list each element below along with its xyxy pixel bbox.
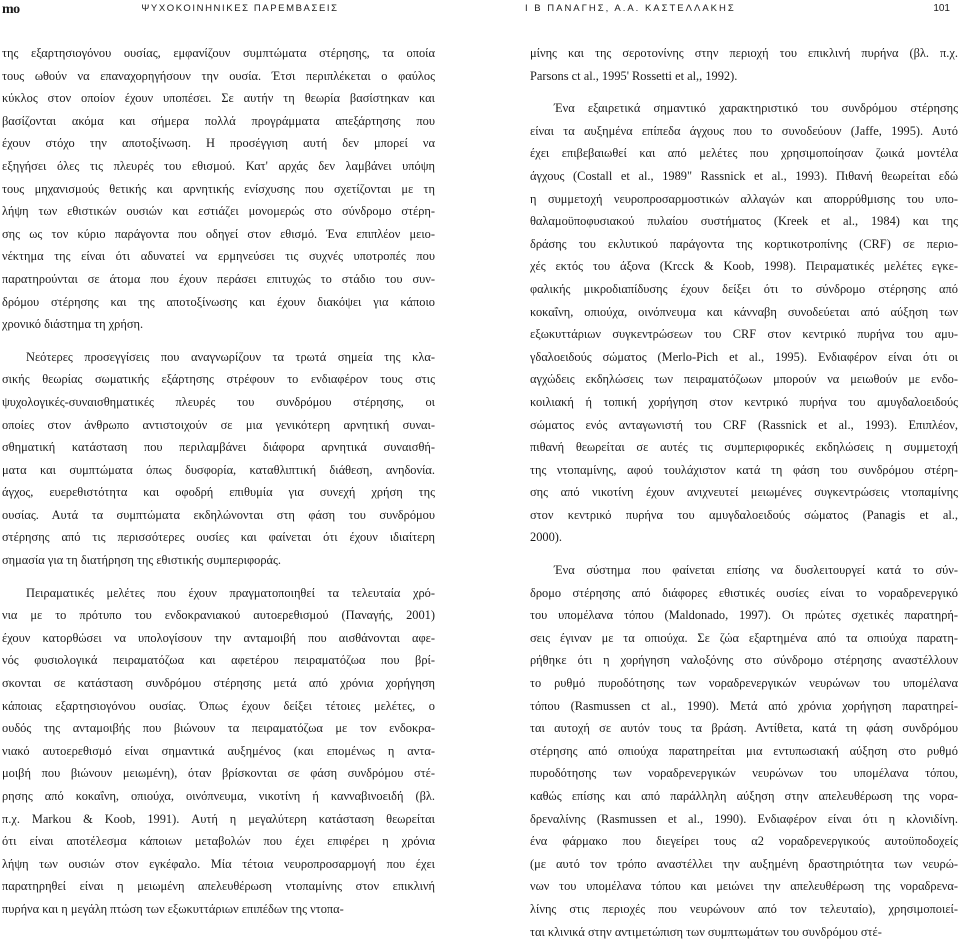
text-line: σκονται σε κατάσταση συνδρόμου στέρησης μετά από χρόνια χορήγηση (2, 676, 435, 691)
text-line: θαλαμοϋποφυσιακού πυλαίου συστήματος (Kreek et al., 1984) και της (530, 214, 958, 229)
text-line: 2000). (530, 530, 563, 545)
text-line: καθώς επίσης και από παράλληλη αύξηση στην απελευθέρωση της νορα- (530, 789, 958, 803)
text-line: (με αυτό τον τρόπο αναστέλλει την αυξημένη δραστηριότητα των νευρώ- (530, 856, 958, 871)
paragraph-gap (2, 572, 435, 582)
text-line: μοιβή που βιώνουν μειωμένη), όταν βρίσκονται σε φάση συνδρόμου στέ- (2, 766, 435, 781)
text-line: πυρήνα και η μεγάλη πτώση των εξωκυττάριων επιπέδων της ντοπα- (2, 901, 344, 916)
text-line: εξηγήσει όλες τις πλευρές του εθισμού. Κατ' αρχάς δεν λαμβάνει υπόψη (2, 158, 435, 173)
text-line: της ντοπαμίνης, αφού τουλάχιστον κατά τη φάση του συνδρόμου στέρη- (530, 462, 958, 477)
text-line: ψυχολογικές-συναισθηματικές πλευρές του συνδρόμου στέρησης, οι (2, 394, 435, 409)
text-line: σημασία για τη διατήρηση της εθιστικής συμπεριφοράς. (2, 553, 282, 568)
text-line: χές εκτός του άξονα (Krcck & Koob, 1998). Πειραματικές μελέτες εγκε- (530, 259, 958, 274)
text-line: τους ωθούν να επαναχορηγήσουν την ουσία. Έτσι περιπλέκεται ο φαύλος (2, 68, 435, 83)
text-line: λήψη των εθιστικών ουσιών και εστιάζει μονομερώς στο σύνδρομο στέρη- (2, 204, 435, 219)
text-line: δρόμου στέρησης και της αποτοξίνωσης και έχουν διακόψει για κάποιο (2, 294, 435, 309)
text-line: νων του υπομέλανα τόπου και μειώνει την απελευθέρωση της νοραδρενα- (530, 879, 958, 894)
running-title-right: Ι Β ΠΑΝΑΓΗΣ, Α.Α. ΚΑΣΤΕΛΛΑΚΗΣ (525, 3, 736, 14)
paragraph-gap (530, 87, 958, 97)
left-column (2, 42, 435, 921)
text-line: ότι είναι αποτέλεσμα κάποιων μεταβολών που έχει επιφέρει η χρόνια (2, 834, 435, 849)
text-line: σεις έγιναν με τα οπιούχα. Σε ζώα εξαρτημένα από τα οπιούχα παρατη- (530, 630, 958, 645)
text-line: οποίες στον άνθρωπο αντιστοιχούν σε μια γενικότερη αρνητική συναι- (2, 417, 435, 432)
text-line: έχουν στόχο την αποτοξίνωση. Η προσέγγιση αυτή δεν μπορεί να (2, 136, 435, 151)
text-line: δράσης του εκλυτικού παράγοντα της κορτικοτροπίνης (CRF) σε περιο- (530, 236, 958, 251)
text-line: σώματος ενός ανταγωνιστή του CRF (Rassnick et al., 1993). Επιπλέον, (530, 417, 958, 432)
running-header (0, 0, 960, 24)
running-title-left: ΨΥΧΟΚΟΙΝΗΝΙΚΕΣ ΠΑΡΕΜΒΑΣΕΙΣ (141, 3, 339, 14)
text-line: ρησης από κοκαΐνη, οπιούχα, οινόπνευμα, νικοτίνη ή κανναβινοειδή (βλ. (2, 789, 435, 803)
text-line: νός φυσιολογικά πειραματόζωα και αφετέρου πειραματόζωα που βρί- (2, 653, 435, 668)
text-line: λίνης στις περιοχές που νευρώνουν από τον τελευταίο), χρησιμοποιεί- (530, 901, 958, 916)
text-line: έχουν κατορθώσει να υπολογίσουν την ανταμοιβή που αισθάνονται αφε- (2, 630, 435, 645)
text-line: εξωκυττάριων συγκεντρώσεων του CRF στον κεντρικό πυρήνα του αμυ- (530, 327, 958, 342)
text-line: ουσίας. Αυτά τα συμπτώματα εκδηλώνονται στη φάση του συνδρόμου (2, 507, 435, 522)
text-line: ται κλινικά στην αντιμετώπιση των συμπτωμάτων του συνδρόμου στέ- (530, 924, 882, 939)
text-line: στον κεντρικό πυρήνα του αμυγδαλοειδούς σώματος (Panagis et al., (530, 507, 958, 522)
text-line: γδαλοειδούς σώματος (Merlo-Pich et al., 1995). Ενδιαφέρον είναι ότι οι (530, 349, 958, 364)
text-line: στέρησης από οπιούχα παρατηρείται μια εντυπωσιακή αύξηση στο ρυθμό (530, 743, 958, 758)
text-line: νέκτημα της είναι ότι αδυνατεί να ερμηνεύσει τις συχνές υποτροπές που (2, 249, 435, 264)
text-line: Parsons ct al., 1995' Rossetti et al,, 1992). (530, 68, 738, 83)
text-line: του υπομέλανα τόπου (Maldonado, 1997). Οι πρώτες σχετικές παρατηρή- (530, 608, 958, 623)
text-line: ουδός της ανταμοιβής που βιώνουν τα πειραματόζωα με τον ενδοκρα- (2, 721, 435, 736)
text-line: σης από νικοτίνη έχουν ανιχνευτεί μειωμένες συγκεντρώσεις ντοπαμίνης (530, 485, 958, 500)
text-line: ρήθηκε ότι η χορήγηση ναλοξόνης στο σύνδρομο στέρησης αναστέλλουν (530, 653, 958, 668)
text-line: σικής θεωρίας σωματικής εξάρτησης στρέφουν το ενδιαφέρον τους στις (2, 372, 435, 387)
text-line: π.χ. Markou & Koob, 1991). Αυτή η μεγαλύτερη κατάσταση θεωρείται (2, 811, 435, 826)
text-line: μίνης και της σεροτονίνης στην περιοχή του επικλινή πυρήνα (βλ. π.χ. (530, 46, 958, 60)
text-line: δρεναλίνης (Rasmussen et al., 1990). Ενδιαφέρον είναι ότι η κλονιδίνη. (530, 811, 958, 826)
text-line: Πειραματικές μελέτες που έχουν πραγματοποιηθεί τα τελευταία χρό- (26, 585, 435, 600)
text-line: δρομο στέρησης από διάφορες εθιστικές ουσίες είναι το νοραδρενεργικό (530, 585, 958, 600)
text-line: έχει επιβεβαιωθεί και από μελέτες που χρησιμοποίησαν ζωικά μοντέλα (530, 146, 958, 161)
text-line: κάποιας εξαρτησιογόνου ουσίας. Όπως έχουν δείξει τέτοιες μελέτες, ο (2, 698, 435, 713)
text-line: Νεότερες προσεγγίσεις που αναγνωρίζουν τα τρωτά σημεία της κλα- (26, 349, 435, 364)
paragraph (530, 42, 958, 87)
text-line: νια με το πρότυπο του ενδοκρανιακού αυτοερεθισμού (Παναγής, 2001) (2, 608, 435, 623)
paragraph-gap (530, 549, 958, 559)
paragraph (2, 42, 435, 336)
text-line: φαλικής μικροδιαπίδυσης έχουν δείξει ότι το σύνδρομο στέρησης από (530, 281, 958, 296)
text-line: πυροδότησης των νοραδρενεργικών νευρώνων του υπομέλανα τόπου, (530, 766, 958, 781)
text-line: τόπου (Rasmussen ct al., 1990). Μετά από χρόνια χορήγηση παρατηρεί- (530, 698, 958, 713)
text-line: άγχους (Costall et al., 1989" Rassnick et al., 1993). Πιθανή θεωρείται εδώ (530, 168, 958, 183)
text-line: χρονικό διάστημα τη χρήση. (2, 317, 144, 332)
paragraph (530, 559, 958, 943)
text-line: αγχώδεις εκδηλώσεις των πειραματόζωων μπορούν να μειωθούν με ενδο- (530, 372, 958, 387)
text-line: η συμμετοχή νευροπροσαρμοστικών αλλαγών και απορρύθμισης του υπο- (530, 191, 958, 206)
text-line: πιθανή θεωρείται σε αυτές τις συμπεριφορικές εκδηλώσεις η συμμετοχή (530, 440, 958, 455)
text-line: λήψη των ουσιών στον εγκέφαλο. Μία τέτοια νευροπροσαρμογή που έχει (2, 856, 435, 871)
page-number-right: 101 (933, 3, 950, 14)
text-line: Ένα σύστημα που φαίνεται επίσης να δυσλειτουργεί κατά το σύν- (554, 563, 958, 578)
page-number-left: mo (2, 2, 20, 17)
text-line: κοιλιακή ή τοπική χορήγηση στον κεντρικό πυρήνα του αμυγδαλοειδούς (530, 394, 958, 409)
text-line: ται αυτοχή σε αυτόν τους τα βράση. Αντίθετα, κατά τη φάση συνδρόμου (530, 721, 958, 736)
text-line: παρατηρούνται σε άτομα που έχουν περάσει επιτυχώς το στάδιο του συν- (2, 271, 435, 286)
text-line: σθηματική κατάσταση που περιλαμβάνει διάφορα αρνητικά συναισθή- (2, 440, 435, 455)
text-line: της εξαρτησιογόνου ουσίας, εμφανίζουν συμπτώματα στέρησης, τα οποία (2, 46, 435, 60)
text-line: κοκαΐνη, οπιούχα, οινόπνευμα και κάνναβη συνοδεύεται από αύξηση των (530, 304, 958, 319)
text-line: ένα φάρμακο που διεγείρει τους α2 νοραδρενεργικούς αυτοϋποδοχείς (530, 834, 958, 849)
text-line: παρατηρηθεί είναι η μειωμένη απελευθέρωση ντοπαμίνης στον επικλινή (2, 879, 435, 894)
text-line: ματα και συμπτώματα όπως δυσφορία, καταθλιπτική διάθεση, ανηδονία. (2, 462, 435, 477)
paragraph (2, 582, 435, 921)
text-line: Ένα εξαιρετικά σημαντικό χαρακτηριστικό του συνδρόμου στέρησης (554, 101, 958, 116)
text-line: στέρησης από τις περισσότερες ουσίες και φαίνεται ότι έχουν ιδιαίτερη (2, 530, 435, 545)
text-line: είναι τα αυξημένα επίπεδα άγχους που το συνοδεύουν (Jaffe, 1995). Αυτό (530, 123, 958, 138)
text-line: κύκλος στον οποίον έχουν υποπέσει. Σε αυτήν τη θεωρία βασίστηκαν και (2, 91, 435, 106)
paragraph (530, 97, 958, 549)
text-line: άγχος, ευερεθιστότητα και οφοδρή επιθυμία για συνεχή χρήση της (2, 485, 435, 500)
paragraph (2, 346, 435, 572)
text-line: το ρυθμό πυροδότησης των νοραδρενεργικών νευρώνων του υπομέλανα (530, 676, 958, 691)
text-line: σης ως τον κύριο παράγοντα που οδηγεί στον εθισμό. Ένα επιπλέον μειο- (2, 226, 435, 241)
text-line: τους μηχανισμούς θετικής και αρνητικής ενίσχυσης που σχετίζονται με τη (2, 181, 435, 196)
text-line: βασίζονται ακόμα και σήμερα πολλά προγράμματα απεξάρτησης που (2, 113, 435, 128)
text-line: νιακό αυτοερεθισμό είναι σημαντικά αυξημένος (και επομένως η αντα- (2, 743, 435, 758)
paragraph-gap (2, 336, 435, 346)
right-column (530, 42, 958, 943)
